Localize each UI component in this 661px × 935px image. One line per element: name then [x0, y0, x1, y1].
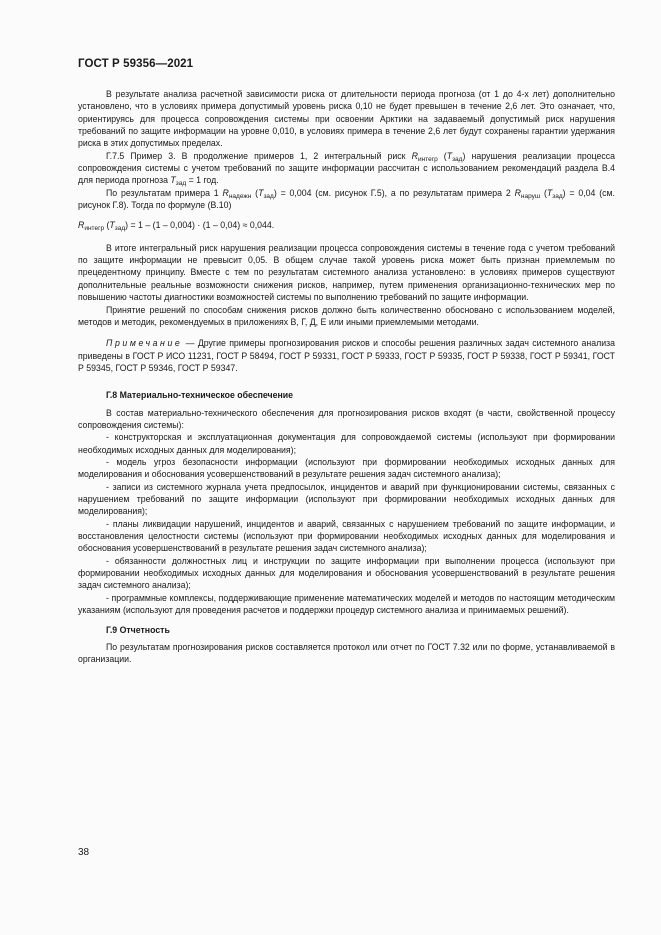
subscript: зад	[175, 180, 187, 188]
text-run: ) = 0,004 (см. рисунок Г.5), а по результатам примера 2	[273, 187, 515, 198]
symbol-r: R	[78, 220, 85, 231]
text-run: По результатам примера 1	[106, 187, 223, 198]
symbol-t: T	[109, 220, 115, 231]
text-run: Г.7.5 Пример 3. В продолжение примеров 1, 2 интегральный риск	[106, 150, 412, 161]
subscript: интегр	[417, 155, 438, 163]
text-run: ) = 0,04 (см. рисунок Г.8). Тогда по формуле (В.10)	[78, 187, 615, 211]
section-title-g8: Г.8 Материально-техническое обеспечение	[106, 390, 294, 401]
text-run: = 1 год.	[186, 175, 219, 186]
note	[78, 337, 615, 374]
subscript: интегр	[84, 225, 105, 233]
paragraph-risk-analysis: В результате анализа расчетной зависимости риска от длительности периода прогноза (от 1 до 4-х лет) дополнительно установлено, что в условиях примера допустимый уровень риска 0,10 не будет превышен в течение 2,6 лет. Это означает, что, ориентируясь для процесса сопровождения системы при освоении Арктики на задаваемый допустимый риск нарушения требований по защите информации на уровне 0,010, в условиях примера в течение 2,6 лет будут сохранены гарантии удержания риска в этих допустимых пределах.	[78, 89, 615, 149]
text-run: (	[251, 187, 259, 198]
subscript: наруш	[520, 192, 541, 200]
symbol-t: T	[546, 187, 553, 198]
section-g8-intro: В состав материально-технического обеспечения для прогнозирования рисков входят (в части, свойственной процессу сопровождения системы):	[78, 407, 615, 430]
subscript: зад	[452, 155, 463, 163]
list-item: - модель угроз безопасности информации (используют при формировании необходимых исходных данных для моделирования и обоснования усовершенствований в результате решения задач системного анализа);	[78, 456, 615, 480]
list-item: - записи из системного журнала учета предпосылок, инцидентов и аварий при функционировании системы, связанных с нарушением требований по защите информации (используют при формировании необходимых исходных данных для моделирования);	[78, 481, 615, 517]
symbol-t: T	[170, 175, 176, 186]
subscript: зад	[114, 225, 126, 233]
subscript: зад	[263, 192, 274, 200]
page-number: 38	[78, 847, 90, 858]
text-run: (	[540, 187, 547, 198]
list-item: - программные комплексы, поддерживающие применение математических моделей и методов по настоящим методическим указаниям (используют для проведения расчетов и поддержки процедур системного анализа и принимаемых решений).	[78, 592, 615, 616]
paragraph-conclusion: В итоге интегральный риск нарушения реализации процесса сопровождения системы в течение года с учетом требований по защите информации не превысит 0,05. В общем случае такой уровень риска может быть признан приемлемым по прецедентному принципу. Вместе с тем по результатам системного анализа установлено: в условиях примеров существуют дополнительные реальные возможности снижения рисков, например, путем применения организационно-технических мер по повышению частоты диагностики возможностей системы по выполнению требований по защите информации.	[78, 242, 615, 303]
page-content	[78, 88, 615, 665]
text-run: ) = 1 – (1 – 0,004) · (1 – 0,04) ≈ 0,044.	[125, 220, 275, 231]
text-run: )	[462, 150, 466, 161]
symbol-r: R	[514, 187, 521, 198]
document-header: ГОСТ Р 59356—2021	[78, 58, 194, 70]
symbol-t: T	[258, 187, 264, 198]
list-item: - обязанности должностных лиц и инструкции по защите информации при выполнении процесса (используют при формировании необходимых исходных данных для моделирования и обоснования усовершенствований в результате решения задач системного анализа);	[78, 555, 615, 591]
subscript: надежн	[228, 192, 252, 200]
paragraph-example-3	[78, 150, 615, 187]
paragraph-example-results	[78, 187, 615, 212]
text-run: нарушения реализации процесса сопровождения системы с учетом требований по защите информации рассчитан с использованием рекомендаций раздела В.4 для периода прогноза	[78, 150, 615, 186]
list-item: - конструкторская и эксплуатационная документация для сопровождаемой системы (используют при формировании необходимых исходных данных для моделирования);	[78, 432, 615, 455]
section-title-g9: Г.9 Отчетность	[106, 625, 170, 636]
symbol-r: R	[411, 150, 418, 161]
section-g9-text: По результатам прогнозирования рисков составляется протокол или отчет по ГОСТ 7.32 или по форме, устанавливаемой в организации.	[78, 641, 615, 665]
symbol-r: R	[222, 187, 229, 198]
subscript: зад	[552, 192, 563, 200]
text-run: (	[104, 220, 110, 231]
text-run: (	[443, 150, 447, 161]
list-item: - планы ликвидации нарушений, инцидентов и аварий, связанных с нарушением требований по защите информации, и восстановления целостности системы (используют при формировании необходимых исходных данных для моделирования и обоснования усовершенствований в результате решения задач системного анализа);	[78, 518, 615, 554]
note-text: — Другие примеры прогнозирования рисков и способы решения различных задач системного анализа приведены в ГОСТ Р ИСО 11231, ГОСТ Р 58494, ГОСТ Р 59331, ГОСТ Р 59333, ГОСТ Р 59335, ГОСТ Р 59338, ГОСТ Р 59341, ГОСТ Р 59345, ГОСТ Р 59346, ГОСТ Р 59347.	[78, 338, 615, 373]
note-label: Примечание	[106, 338, 183, 349]
formula-integral-risk	[78, 219, 615, 231]
symbol-t: T	[446, 150, 453, 161]
paragraph-decisions: Принятие решений по способам снижения рисков должно быть количественно обосновано с использованием моделей, методов и методик, рекомендуемых в приложениях В, Г, Д, Е или иными приемлемыми методами.	[78, 304, 615, 327]
